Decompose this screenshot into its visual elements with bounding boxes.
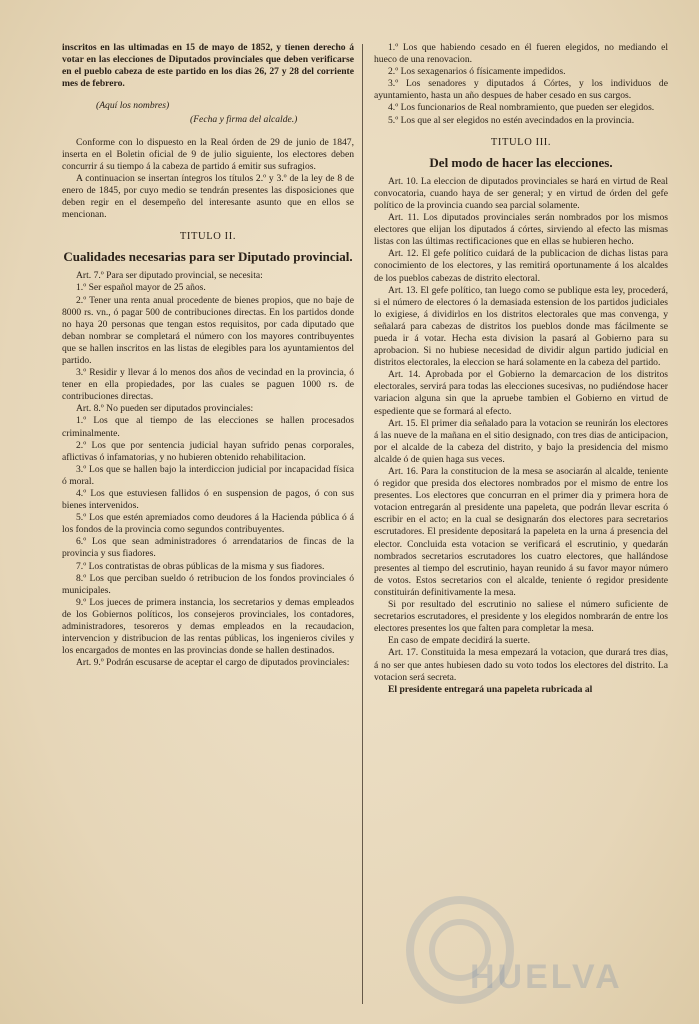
article-8-item-7: 7.º Los contratistas de obras públicas de la misma y sus fiadores. (76, 560, 325, 572)
titulo-ii-heading: TITULO II. (179, 231, 237, 243)
watermark-text: HUELVA (470, 958, 623, 996)
article-8-item-9: 9.º Los jueces de primera instancia, los secretarios y demas empleados de los Gobiernos políticos, los consejeros provinciales, los contadores, administradores, tesoreros y demas empleados en la recaudacion, intervencion y distribucion de las rentas públicas, los ingenieros civiles y los encargados de montes en las provincias donde se hallen destinados. (62, 596, 354, 657)
article-8-item-6: 6.º Los que sean administradores ó arrendatarios de fincas de la provincia y sus fiadores. (62, 536, 354, 560)
article-7-item-2: 2.º Tener una renta anual procedente de bienes propios, que no baje de 8000 rs. vn., ó pagar 500 de contribuciones directas. En los partidos donde no haya 20 personas que tengan estos requisitos, por cada diputado que deban nombrar se completará el número con los mayores contribuyentes que se hallen inscritos en las listas de elegibles para los ayuntamientos del partido. (62, 294, 354, 366)
article-12: Art. 12. El gefe político cuidará de la publicacion de dichas listas para conocimiento de los electores, y las remitirá oportunamente á los alcaldes de los pueblos cabezas de distrito electoral. (374, 248, 668, 284)
article-8: Art. 8.º No pueden ser diputados provinciales: (76, 403, 254, 415)
article-8-item-4: 4.º Los que estuviesen fallidos ó en suspension de pagos, ó con sus bienes intervenidos. (62, 488, 354, 512)
article-16-paragraph-3: En caso de empate decidirá la suerte. (388, 635, 530, 647)
article-7-item-3: 3.º Residir y llevar á lo menos dos años de vecindad en la provincia, ó tener en ella propiedades, por las cuales se paguen 1000 rs. de contribuciones directas. (62, 367, 354, 403)
right-column (374, 42, 668, 1016)
article-9-item-1: 1.º Los que habiendo cesado en él fueren elegidos, no mediando el hueco de una renovacion. (374, 42, 668, 66)
article-16: Art. 16. Para la constitucion de la mesa se asociarán al alcalde, teniente ó regidor que presida dos electores nombrados por el mismo de entre los presentes. Los electores que concurran en el primer dia y primera hora de votacion entregarán al presidente una papeleta, que podrán llevar escrita ó escribir en el acto; en la cual se designarán dos electores para secretarios escrutadores. El presidente depositará la papeleta en la urna á presencia del elector. Concluida esta votacion se verificará el escrutinio, y quedarán nombrados secretarios escrutadores los cuatro electores, que hallándose presentes al tiempo del escrutinio, hayan reunido á su favor mayor número de votos. Estos secretarios con el alcalde, teniente ó regidor presidente constituirán definitivamente la mesa. (374, 466, 668, 598)
article-8-item-8: 8.º Los que perciban sueldo ó retribucion de los fondos provinciales ó municipales. (62, 572, 354, 596)
article-9: Art. 9.º Podrán escusarse de aceptar el cargo de diputados provinciales: (76, 657, 350, 669)
article-9-item-5: 5.º Los que al ser elegidos no estén avecindados en la provincia. (388, 114, 635, 126)
royal-order-paragraph: Conforme con lo dispuesto en la Real órden de 29 de junio de 1847, inserta en el Boletin oficial de 9 de julio siguiente, los electores deben concurrir á su tiempo á la cabeza de partido á emitir sus sufragios. (62, 136, 354, 172)
article-9-item-4: 4.º Los funcionarios de Real nombramiento, que pueden ser elegidos. (388, 102, 655, 114)
titulo-ii-subtitle: Cualidades necesarias para ser Diputado provincial. (63, 249, 353, 265)
intro-paragraph: inscritos en las ultimadas en 15 de mayo de 1852, y tienen derecho á votar en las elecciones de Diputados provinciales que deben verificarse en el pueblo cabeza de este partido en los dias 26, 27 y 28 del corriente mes de febrero. (62, 42, 354, 90)
article-9-item-2: 2.º Los sexagenarios ó físicamente impedidos. (388, 66, 566, 78)
names-note: (Aquí los nombres) (96, 100, 170, 112)
article-9-item-3: 3.º Los senadores y diputados á Córtes, y los individuos de ayuntamiento, hasta un año despues de haber cesado en sus cargos. (374, 78, 668, 102)
closing-line: El presidente entregará una papeleta rubricada al (388, 683, 593, 695)
titulo-iii-heading: TITULO III. (490, 136, 552, 148)
article-17: Art. 17. Constituida la mesa empezará la votacion, que durará tres dias, á no ser que antes hubiesen dado su voto todos los electores del distrito. La votacion será secreta. (374, 647, 668, 683)
article-8-item-3: 3.º Los que se hallen bajo la interdiccion judicial por incapacidad física ó moral. (62, 463, 354, 487)
titulo-iii-subtitle: Del modo de hacer las elecciones. (429, 154, 613, 170)
article-8-item-5: 5.º Los que estén apremiados como deudores á la Hacienda pública ó á los fondos de la provincia como segundos contribuyentes. (62, 512, 354, 536)
continuation-paragraph: A continuacion se insertan íntegros los títulos 2.º y 3.º de la ley de 8 de enero de 1845, por cuyo medio se tendrán presentes las disposiciones que deben regir en el desempeño del interesante asunto que en ellos se mencionan. (62, 172, 354, 221)
article-16-paragraph-2: Si por resultado del escrutinio no saliese el número suficiente de secretarios escrutadores, el presidente y los elegidos nombrarán de entre los electores presentes los que falten para completar la mesa. (374, 599, 668, 635)
article-13: Art. 13. El gefe político, tan luego como se publique esta ley, procederá, si el número de electores ó la demasiada estension de los partidos judiciales lo exigiese, á dividirlos en los distritos electorales que mas convenga, y señalará para cabezas de distritos los pueblos donde mas fácilmente se pueda ir á votar. Hecha esta division la pasará al Gobierno para su aprobacion. Si no hubiese necesidad de dividir algun partido judicial en distritos electorales, la eleccion se hará solamente en la cabeza del partido. (374, 284, 668, 369)
column-divider (362, 44, 363, 1004)
date-signature-note: (Fecha y firma del alcalde.) (190, 114, 298, 126)
article-15: Art. 15. El primer dia señalado para la votacion se reunirán los electores á las nueve de la mañana en el sitio designado, con tres dias de anticipacion, por el alcalde de la cabeza del distrito, y bajo la presidencia del mismo alcalde ó de quien haga sus veces. (374, 417, 668, 465)
article-8-item-2: 2.º Los que por sentencia judicial hayan sufrido penas corporales, aflictivas ó infamatorias, y no hubieren obtenido rehabilitacion. (62, 439, 354, 463)
article-8-item-1: 1.º Los que al tiempo de las elecciones se hallen procesados criminalmente. (62, 415, 354, 439)
article-7: Art. 7.º Para ser diputado provincial, se necesita: (76, 270, 263, 282)
left-column (62, 42, 354, 1016)
article-7-item-1: 1.º Ser español mayor de 25 años. (76, 282, 206, 294)
article-14: Art. 14. Aprobada por el Gobierno la demarcacion de los distritos electorales, servirá para todas las elecciones sucesivas, no pudiéndose hacer variacion alguna sin que la apruebe tambien el Gobierno en virtud de espediente que se formará al efecto. (374, 369, 668, 417)
article-11: Art. 11. Los diputados provinciales serán nombrados por los mismos electores que elijan los diputados á córtes, sirviendo al efecto las mismas listas con las últimas rectificaciones que en ellas se hubieren hecho. (374, 212, 668, 248)
article-10: Art. 10. La eleccion de diputados provinciales se hará en virtud de Real convocatoria, cuando haya de ser general; y en virtud de órden del gefe político de la provincia cuando sea parcial solamente. (374, 175, 668, 211)
